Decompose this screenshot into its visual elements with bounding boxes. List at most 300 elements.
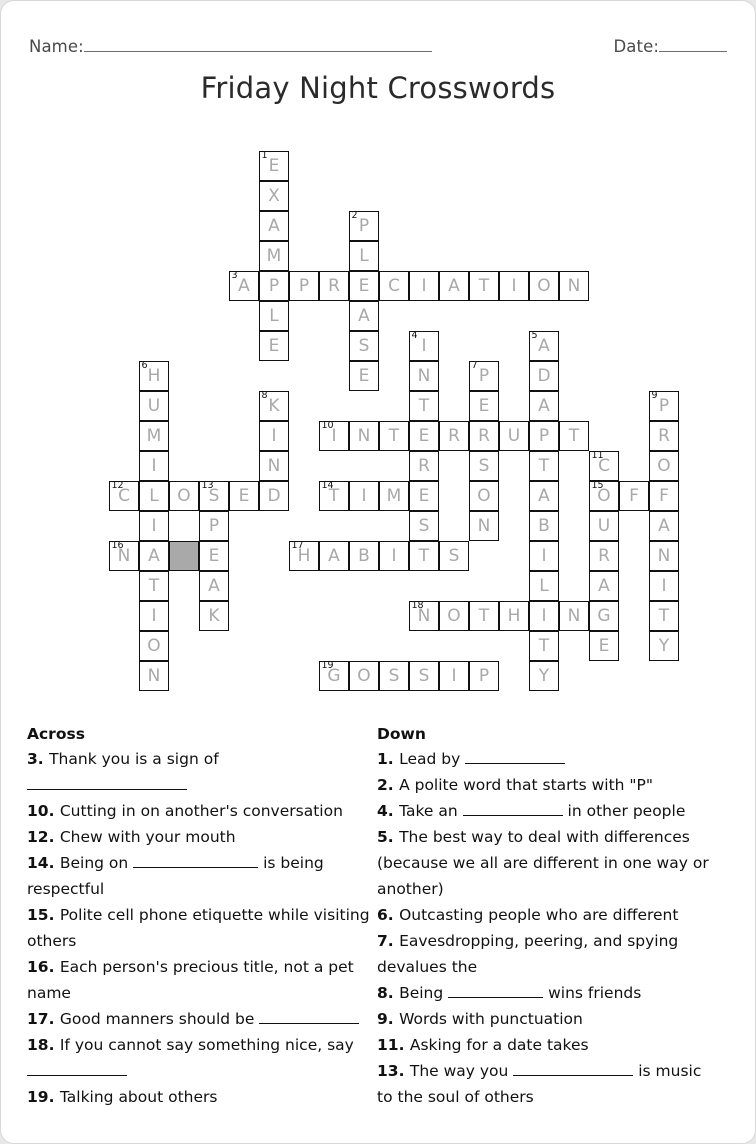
cell-letter: E [598, 636, 610, 656]
grid-cell[interactable] [349, 421, 379, 451]
grid-cell[interactable] [439, 661, 469, 691]
grid-cell[interactable] [259, 151, 289, 181]
grid-cell[interactable] [529, 571, 559, 601]
grid-cell[interactable] [649, 601, 679, 631]
grid-cell[interactable] [139, 631, 169, 661]
cell-letter: I [331, 426, 337, 446]
grid-cell[interactable] [409, 511, 439, 541]
cell-letter: H [507, 606, 521, 626]
grid-cell[interactable] [619, 481, 649, 511]
cell-letter: E [358, 366, 370, 386]
grid-cell[interactable] [259, 271, 289, 301]
grid-cell[interactable] [439, 271, 469, 301]
clue-text: Talking about others [59, 1088, 218, 1106]
clue-item [377, 1058, 721, 1110]
cell-number: 19 [321, 660, 334, 671]
cell-letter: N [117, 546, 131, 566]
cell-letter: T [478, 606, 490, 626]
clue-text: If you cannot say something nice, say [59, 1036, 354, 1054]
grid-cell[interactable] [409, 451, 439, 481]
clue-text: The way you [409, 1062, 514, 1080]
cell-letter: O [177, 486, 191, 506]
clue-text-continued: is being respectful [27, 854, 324, 898]
clue-number: 8. [377, 984, 400, 1002]
cell-letter: N [267, 456, 281, 476]
grid-cell[interactable] [349, 241, 379, 271]
grid-cell[interactable] [139, 391, 169, 421]
grid-cell[interactable] [379, 271, 409, 301]
cell-letter: U [507, 426, 521, 446]
clue-item [27, 746, 371, 798]
clue-text-continued: wins friends [543, 984, 642, 1002]
cell-letter: E [418, 426, 430, 446]
grid-cell[interactable] [319, 481, 349, 511]
clue-text: Thank you is a sign of [49, 750, 219, 768]
cell-letter: L [149, 486, 159, 506]
grid-cell[interactable] [319, 421, 349, 451]
grid-cell[interactable] [259, 331, 289, 361]
cell-letter: X [268, 186, 280, 206]
cell-number: 15 [591, 480, 604, 491]
grid-cell[interactable] [649, 631, 679, 661]
cell-letter: I [151, 606, 157, 626]
grid-cell[interactable] [349, 331, 379, 361]
clue-answer-blank[interactable] [27, 1075, 127, 1076]
grid-cell[interactable] [349, 361, 379, 391]
grid-cell[interactable] [529, 451, 559, 481]
grid-cell[interactable] [499, 421, 529, 451]
grid-cell[interactable] [649, 571, 679, 601]
name-label: Name: [29, 37, 84, 56]
clue-text: Outcasting people who are different [399, 906, 679, 924]
cell-letter: T [568, 426, 580, 446]
cell-letter: H [297, 546, 311, 566]
grid-cell[interactable] [409, 331, 439, 361]
grid-cell[interactable] [379, 481, 409, 511]
cell-letter: N [477, 516, 491, 536]
cell-letter: A [598, 576, 610, 596]
cell-letter: C [598, 456, 610, 476]
grid-cell[interactable] [649, 421, 679, 451]
grid-cell[interactable] [559, 421, 589, 451]
cell-letter: S [358, 336, 370, 356]
grid-cell[interactable] [349, 211, 379, 241]
cell-number: 16 [111, 540, 124, 551]
grid-cell[interactable] [559, 601, 589, 631]
clue-answer-blank[interactable] [463, 815, 563, 816]
cell-letter: A [538, 396, 550, 416]
cell-letter: A [148, 546, 160, 566]
grid-cell[interactable] [439, 541, 469, 571]
grid-cell[interactable] [259, 211, 289, 241]
cell-letter: O [357, 666, 371, 686]
cell-letter: I [151, 516, 157, 536]
grid-cell[interactable] [289, 541, 319, 571]
grid-cell[interactable] [409, 661, 439, 691]
cell-letter: F [659, 486, 669, 506]
cell-letter: T [328, 486, 340, 506]
cell-letter: U [597, 516, 611, 536]
grid-cell[interactable] [409, 421, 439, 451]
grid-cell[interactable] [319, 541, 349, 571]
grid-cell[interactable] [199, 481, 229, 511]
cell-letter: S [418, 516, 430, 536]
grid-cell[interactable] [409, 361, 439, 391]
clue-number: 4. [377, 802, 400, 820]
cell-letter: Y [538, 666, 550, 686]
grid-cell[interactable] [529, 601, 559, 631]
clue-text-continued: in other people [562, 802, 686, 820]
cell-letter: R [328, 276, 340, 296]
cell-letter: E [478, 396, 490, 416]
grid-cell[interactable] [379, 541, 409, 571]
cell-letter: P [208, 516, 220, 536]
cell-letter: P [658, 396, 670, 416]
cell-letter: P [358, 216, 370, 236]
grid-cell[interactable] [589, 541, 619, 571]
cell-number: 7 [471, 360, 478, 371]
cell-letter: G [327, 666, 341, 686]
grid-cell[interactable] [469, 271, 499, 301]
grid-cell[interactable] [499, 601, 529, 631]
cell-letter: T [148, 576, 160, 596]
cell-letter: R [448, 426, 460, 446]
cell-letter: M [386, 486, 402, 506]
grid-cell[interactable] [199, 511, 229, 541]
clue-number: 2. [377, 776, 400, 794]
cell-letter: E [268, 336, 280, 356]
cell-number: 6 [141, 360, 148, 371]
grid-cell[interactable] [529, 361, 559, 391]
cell-letter: T [658, 606, 670, 626]
clue-item [377, 1006, 721, 1032]
clue-item [377, 824, 721, 902]
grid-cell[interactable] [139, 541, 169, 571]
clue-text: Chew with your mouth [59, 828, 236, 846]
grid-cell[interactable] [139, 421, 169, 451]
cell-number: 10 [321, 420, 334, 431]
cell-letter: A [358, 306, 370, 326]
grid-cell[interactable] [529, 391, 559, 421]
cell-letter: T [538, 636, 550, 656]
grid-cell[interactable] [259, 391, 289, 421]
grid-cell[interactable] [139, 481, 169, 511]
grid-cell[interactable] [199, 601, 229, 631]
cell-letter: M [266, 246, 282, 266]
cell-letter: T [388, 426, 400, 446]
grid-cell[interactable] [469, 511, 499, 541]
cell-letter: C [118, 486, 130, 506]
grid-cell[interactable] [649, 481, 679, 511]
down-heading: Down [377, 725, 426, 743]
grid-block-cell [169, 541, 199, 571]
cell-letter: S [478, 456, 490, 476]
cell-letter: A [238, 276, 250, 296]
grid-cell[interactable] [589, 601, 619, 631]
cell-letter: K [208, 606, 220, 626]
cell-letter: G [597, 606, 611, 626]
grid-cell[interactable] [469, 361, 499, 391]
clue-number: 9. [377, 1010, 400, 1028]
grid-cell[interactable] [259, 301, 289, 331]
grid-cell[interactable] [529, 631, 559, 661]
clue-text: Words with punctuation [399, 1010, 583, 1028]
clue-item [377, 1032, 721, 1058]
cell-letter: T [418, 396, 430, 416]
grid-cell[interactable] [409, 481, 439, 511]
clues-section [1, 723, 756, 1110]
grid-cell[interactable] [229, 271, 259, 301]
cell-letter: A [448, 276, 460, 296]
cell-letter: S [418, 666, 430, 686]
grid-cell[interactable] [529, 481, 559, 511]
grid-cell[interactable] [259, 481, 289, 511]
cell-number: 4 [411, 330, 418, 341]
clue-item [27, 1006, 371, 1032]
grid-cell[interactable] [589, 511, 619, 541]
clue-item [377, 980, 721, 1006]
clue-text: Good manners should be [59, 1010, 260, 1028]
cell-letter: N [417, 366, 431, 386]
clue-answer-blank[interactable] [465, 763, 565, 764]
grid-cell[interactable] [649, 391, 679, 421]
grid-cell[interactable] [649, 511, 679, 541]
grid-cell[interactable] [469, 661, 499, 691]
grid-cell[interactable] [349, 541, 379, 571]
cell-letter: I [391, 546, 397, 566]
clue-item [377, 902, 721, 928]
grid-cell[interactable] [349, 271, 379, 301]
grid-cell[interactable] [349, 661, 379, 691]
cell-letter: E [268, 156, 280, 176]
cell-letter: A [268, 216, 280, 236]
cell-number: 1 [261, 150, 268, 161]
clue-number: 7. [377, 932, 400, 950]
grid-cell[interactable] [289, 271, 319, 301]
cell-letter: L [269, 306, 279, 326]
grid-cell[interactable] [259, 181, 289, 211]
clue-number: 14. [27, 854, 60, 872]
clue-item [377, 928, 721, 980]
cell-letter: L [359, 246, 369, 266]
clue-answer-blank[interactable] [513, 1075, 633, 1076]
clue-answer-blank[interactable] [27, 789, 187, 790]
grid-cell[interactable] [649, 541, 679, 571]
down-column [377, 723, 721, 1110]
cell-letter: A [328, 546, 340, 566]
grid-cell[interactable] [319, 271, 349, 301]
cell-letter: I [421, 276, 427, 296]
cell-letter: N [417, 606, 431, 626]
grid-cell[interactable] [379, 661, 409, 691]
clue-number: 1. [377, 750, 400, 768]
grid-cell[interactable] [349, 481, 379, 511]
cell-number: 3 [231, 270, 238, 281]
grid-cell[interactable] [439, 421, 469, 451]
cell-letter: N [357, 426, 371, 446]
clue-text: A polite word that starts with "P" [399, 776, 654, 794]
cell-letter: P [538, 426, 550, 446]
grid-cell[interactable] [139, 451, 169, 481]
grid-cell[interactable] [589, 631, 619, 661]
grid-cell[interactable] [229, 481, 259, 511]
grid-cell[interactable] [589, 481, 619, 511]
grid-cell[interactable] [199, 571, 229, 601]
cell-letter: F [629, 486, 639, 506]
grid-cell[interactable] [409, 601, 439, 631]
grid-cell[interactable] [349, 301, 379, 331]
grid-cell[interactable] [379, 421, 409, 451]
grid-cell[interactable] [109, 481, 139, 511]
cell-letter: I [541, 606, 547, 626]
grid-cell[interactable] [589, 451, 619, 481]
grid-cell[interactable] [469, 391, 499, 421]
cell-number: 11 [591, 450, 604, 461]
grid-cell[interactable] [169, 481, 199, 511]
page-title: Friday Night Crosswords [200, 71, 556, 105]
cell-letter: D [537, 366, 551, 386]
cell-letter: O [147, 636, 161, 656]
cell-letter: S [448, 546, 460, 566]
cell-number: 9 [651, 390, 658, 401]
grid-cell[interactable] [529, 541, 559, 571]
grid-cell[interactable] [139, 511, 169, 541]
clue-text: Each person's precious title, not a pet name [27, 958, 354, 1002]
cell-number: 17 [291, 540, 304, 551]
grid-cell[interactable] [139, 571, 169, 601]
cell-letter: I [661, 576, 667, 596]
grid-cell[interactable] [469, 451, 499, 481]
cell-letter: E [418, 486, 430, 506]
across-column [27, 723, 371, 1110]
cell-letter: N [567, 276, 581, 296]
across-clue-list [27, 746, 371, 1110]
grid-cell[interactable] [469, 601, 499, 631]
cell-letter: B [358, 546, 370, 566]
cell-letter: P [268, 276, 280, 296]
clue-text: The best way to deal with differences (because we all are different in one way or another) [377, 828, 709, 898]
grid-cell[interactable] [499, 271, 529, 301]
grid-cell[interactable] [439, 601, 469, 631]
grid-cell[interactable] [319, 661, 349, 691]
clue-text-continued: is music to the soul of others [377, 1062, 702, 1106]
grid-cell[interactable] [559, 271, 589, 301]
cell-number: 14 [321, 480, 334, 491]
cell-letter: R [418, 456, 430, 476]
cell-letter: I [451, 666, 457, 686]
cell-letter: R [598, 546, 610, 566]
clue-item [27, 798, 371, 824]
grid-cell[interactable] [259, 451, 289, 481]
cell-letter: I [541, 546, 547, 566]
cell-number: 8 [261, 390, 268, 401]
clue-number: 13. [377, 1062, 410, 1080]
crossword-grid[interactable] [1, 1, 756, 711]
cell-letter: C [388, 276, 400, 296]
clue-number: 10. [27, 802, 60, 820]
cell-letter: O [447, 606, 461, 626]
grid-cell[interactable] [529, 661, 559, 691]
clue-number: 5. [377, 828, 400, 846]
grid-cell[interactable] [109, 541, 139, 571]
clue-number: 15. [27, 906, 60, 924]
grid-cell[interactable] [529, 421, 559, 451]
cell-letter: A [208, 576, 220, 596]
cell-letter: N [657, 546, 671, 566]
clue-text: Lead by [399, 750, 466, 768]
clue-item [27, 1084, 371, 1110]
cell-letter: K [268, 396, 280, 416]
grid-cell[interactable] [139, 361, 169, 391]
cell-letter: B [538, 516, 550, 536]
cell-letter: O [657, 456, 671, 476]
grid-cell[interactable] [409, 541, 439, 571]
cell-letter: E [208, 546, 220, 566]
clue-number: 18. [27, 1036, 60, 1054]
clue-answer-blank[interactable] [259, 1023, 359, 1024]
cell-letter: I [421, 336, 427, 356]
cell-letter: H [147, 366, 161, 386]
clue-item [377, 798, 721, 824]
clue-item [27, 954, 371, 1006]
grid-cell[interactable] [529, 271, 559, 301]
cell-letter: E [358, 276, 370, 296]
grid-cell[interactable] [139, 601, 169, 631]
cell-letter: A [538, 486, 550, 506]
grid-cell[interactable] [259, 241, 289, 271]
cell-number: 18 [411, 600, 424, 611]
clue-text: Cutting in on another's conversation [59, 802, 343, 820]
cell-number: 2 [351, 210, 358, 221]
cell-number: 12 [111, 480, 124, 491]
grid-cell[interactable] [649, 451, 679, 481]
clue-item [27, 902, 371, 954]
cell-letter: R [658, 426, 670, 446]
clue-number: 6. [377, 906, 400, 924]
clue-text: Asking for a date takes [409, 1036, 589, 1054]
cell-letter: A [658, 516, 670, 536]
cell-letter: T [418, 546, 430, 566]
grid-cell[interactable] [409, 391, 439, 421]
cell-letter: O [597, 486, 611, 506]
grid-cell[interactable] [199, 541, 229, 571]
cell-letter: E [238, 486, 250, 506]
grid-cell[interactable] [589, 571, 619, 601]
cell-letter: D [267, 486, 281, 506]
cell-number: 5 [531, 330, 538, 341]
clue-item [377, 746, 721, 772]
cell-letter: T [538, 456, 550, 476]
cell-letter: N [147, 666, 161, 686]
cell-letter: P [478, 666, 490, 686]
grid-cell[interactable] [529, 511, 559, 541]
grid-cell[interactable] [469, 481, 499, 511]
grid-cell[interactable] [469, 421, 499, 451]
clue-text: Eavesdropping, peering, and spying devalues the [377, 932, 679, 976]
grid-cell[interactable] [259, 421, 289, 451]
grid-cell[interactable] [529, 331, 559, 361]
cell-letter: R [478, 426, 490, 446]
clue-number: 16. [27, 958, 60, 976]
cell-letter: Y [658, 636, 670, 656]
grid-cell[interactable] [409, 271, 439, 301]
cell-letter: I [361, 486, 367, 506]
clue-answer-blank[interactable] [133, 867, 258, 868]
clue-item [27, 850, 371, 902]
cell-letter: A [538, 336, 550, 356]
clue-answer-blank[interactable] [448, 997, 543, 998]
grid-cell[interactable] [139, 661, 169, 691]
